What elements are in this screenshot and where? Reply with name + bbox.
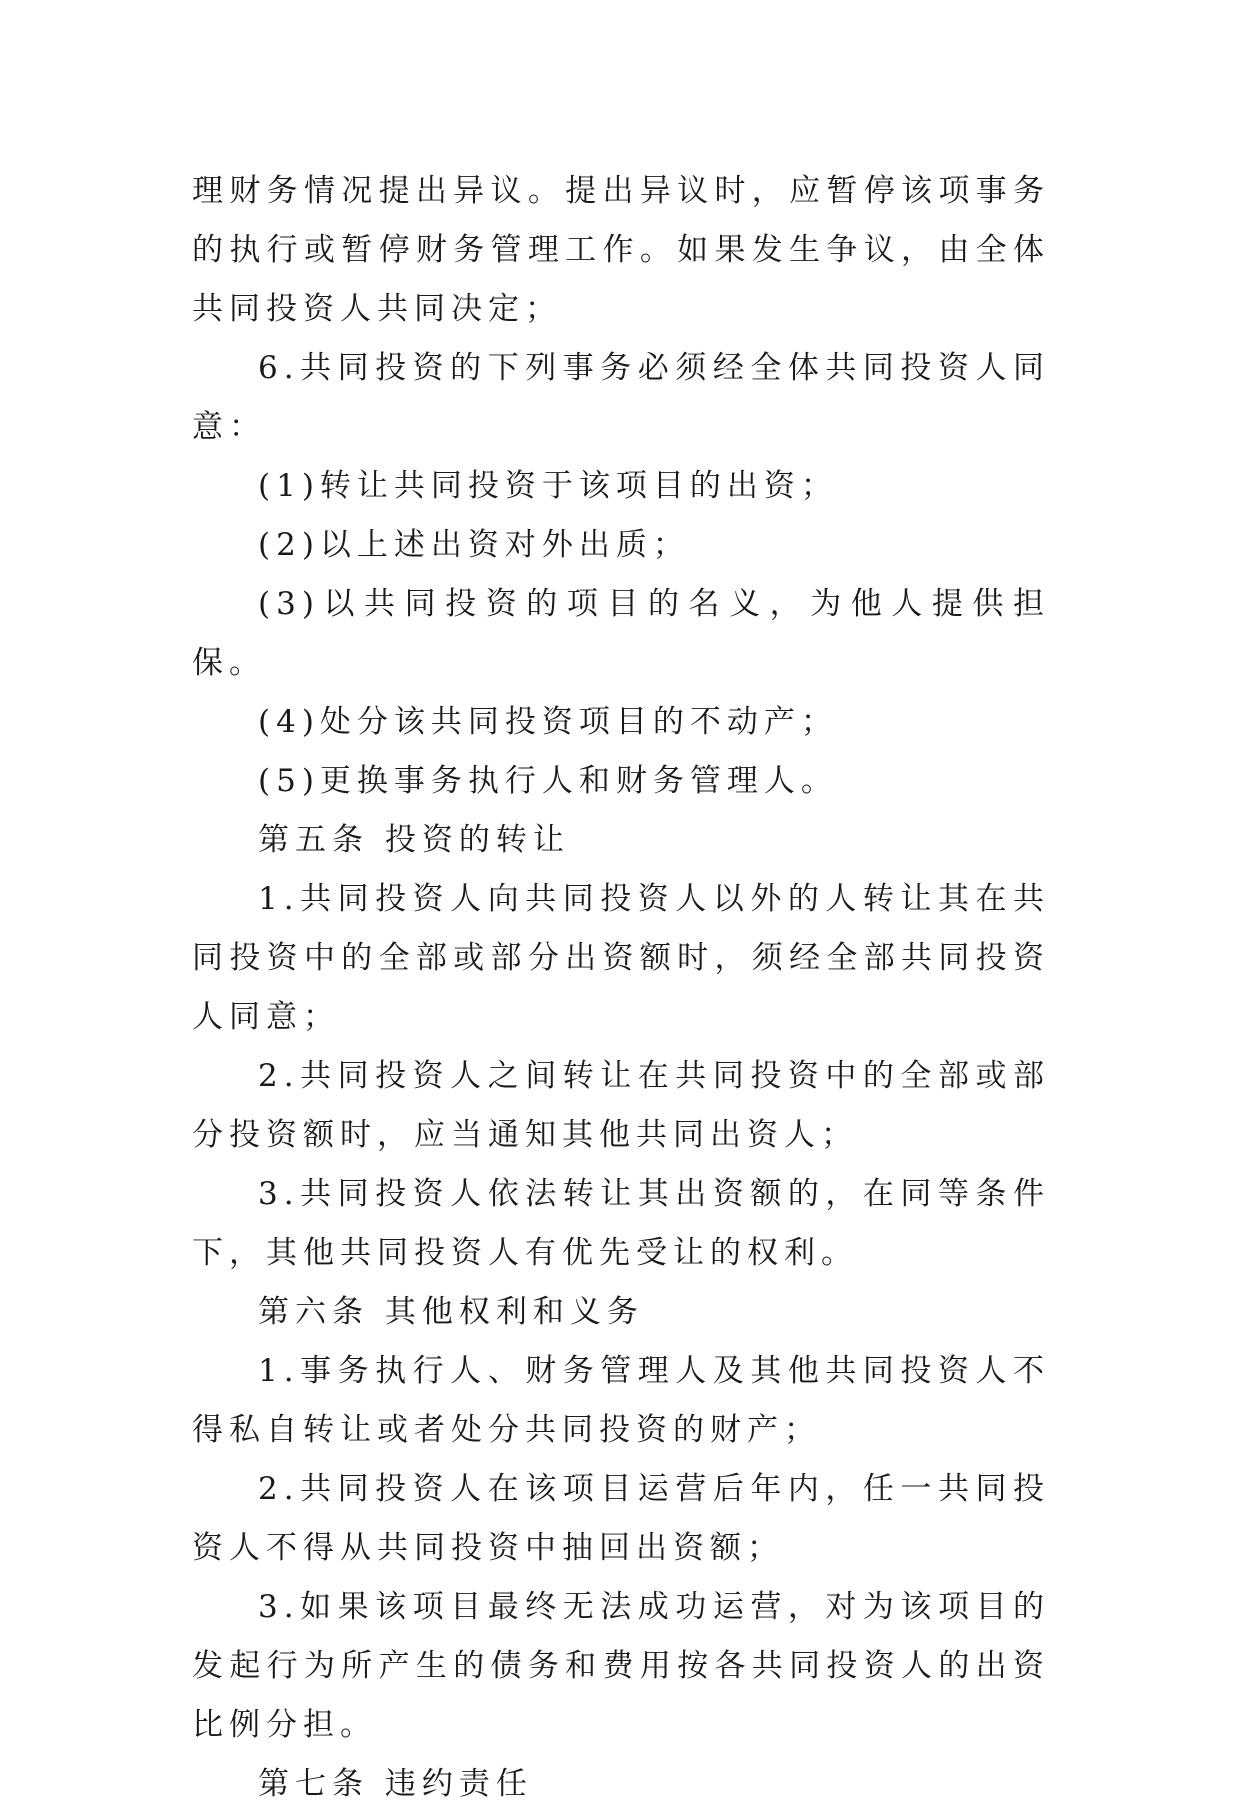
article-6-heading: 第六条 其他权利和义务 — [258, 1294, 644, 1330]
article-5-clause-2: 2.共同投资人之间转让在共同投资中的全部或部分投资额时，应当通知其他共同出资人； — [192, 1058, 1050, 1153]
sub-item-2: (2)以上述出资对外出质； — [258, 527, 690, 563]
paragraph-continuation: 理财务情况提出异议。提出异议时，应暂停该项事务的执行或暂停财务管理工作。如果发生争议，由全体共同投资人共同决定； — [192, 173, 1050, 327]
document-page — [192, 162, 1050, 1814]
article-6-clause-1: 1.事务执行人、财务管理人及其他共同投资人不得私自转让或者处分共同投资的财产； — [192, 1353, 1050, 1448]
article-5-clause-3: 3.共同投资人依法转让其出资额的，在同等条件下，其他共同投资人有优先受让的权利。 — [192, 1176, 1050, 1271]
sub-item-5: (5)更换事务执行人和财务管理人。 — [258, 763, 838, 799]
article-6-clause-3: 3.如果该项目最终无法成功运营，对为该项目的发起行为所产生的债务和费用按各共同投资人的出资比例分担。 — [192, 1589, 1050, 1743]
sub-item-3: (3)以共同投资的项目的名义，为他人提供担保。 — [192, 586, 1050, 681]
article-6-clause-2: 2.共同投资人在该项目运营后年内，任一共同投资人不得从共同投资中抽回出资额； — [192, 1471, 1050, 1566]
article-7-heading: 第七条 违约责任 — [258, 1766, 533, 1802]
sub-item-1: (1)转让共同投资于该项目的出资； — [258, 468, 838, 504]
article-5-clause-1: 1.共同投资人向共同投资人以外的人转让其在共同投资中的全部或部分出资额时，须经全部共同投资人同意； — [192, 881, 1050, 1035]
sub-item-4: (4)处分该共同投资项目的不动产； — [258, 704, 838, 740]
paragraph-item-6: 6.共同投资的下列事务必须经全体共同投资人同意： — [192, 350, 1050, 445]
article-5-heading: 第五条 投资的转让 — [258, 822, 570, 858]
